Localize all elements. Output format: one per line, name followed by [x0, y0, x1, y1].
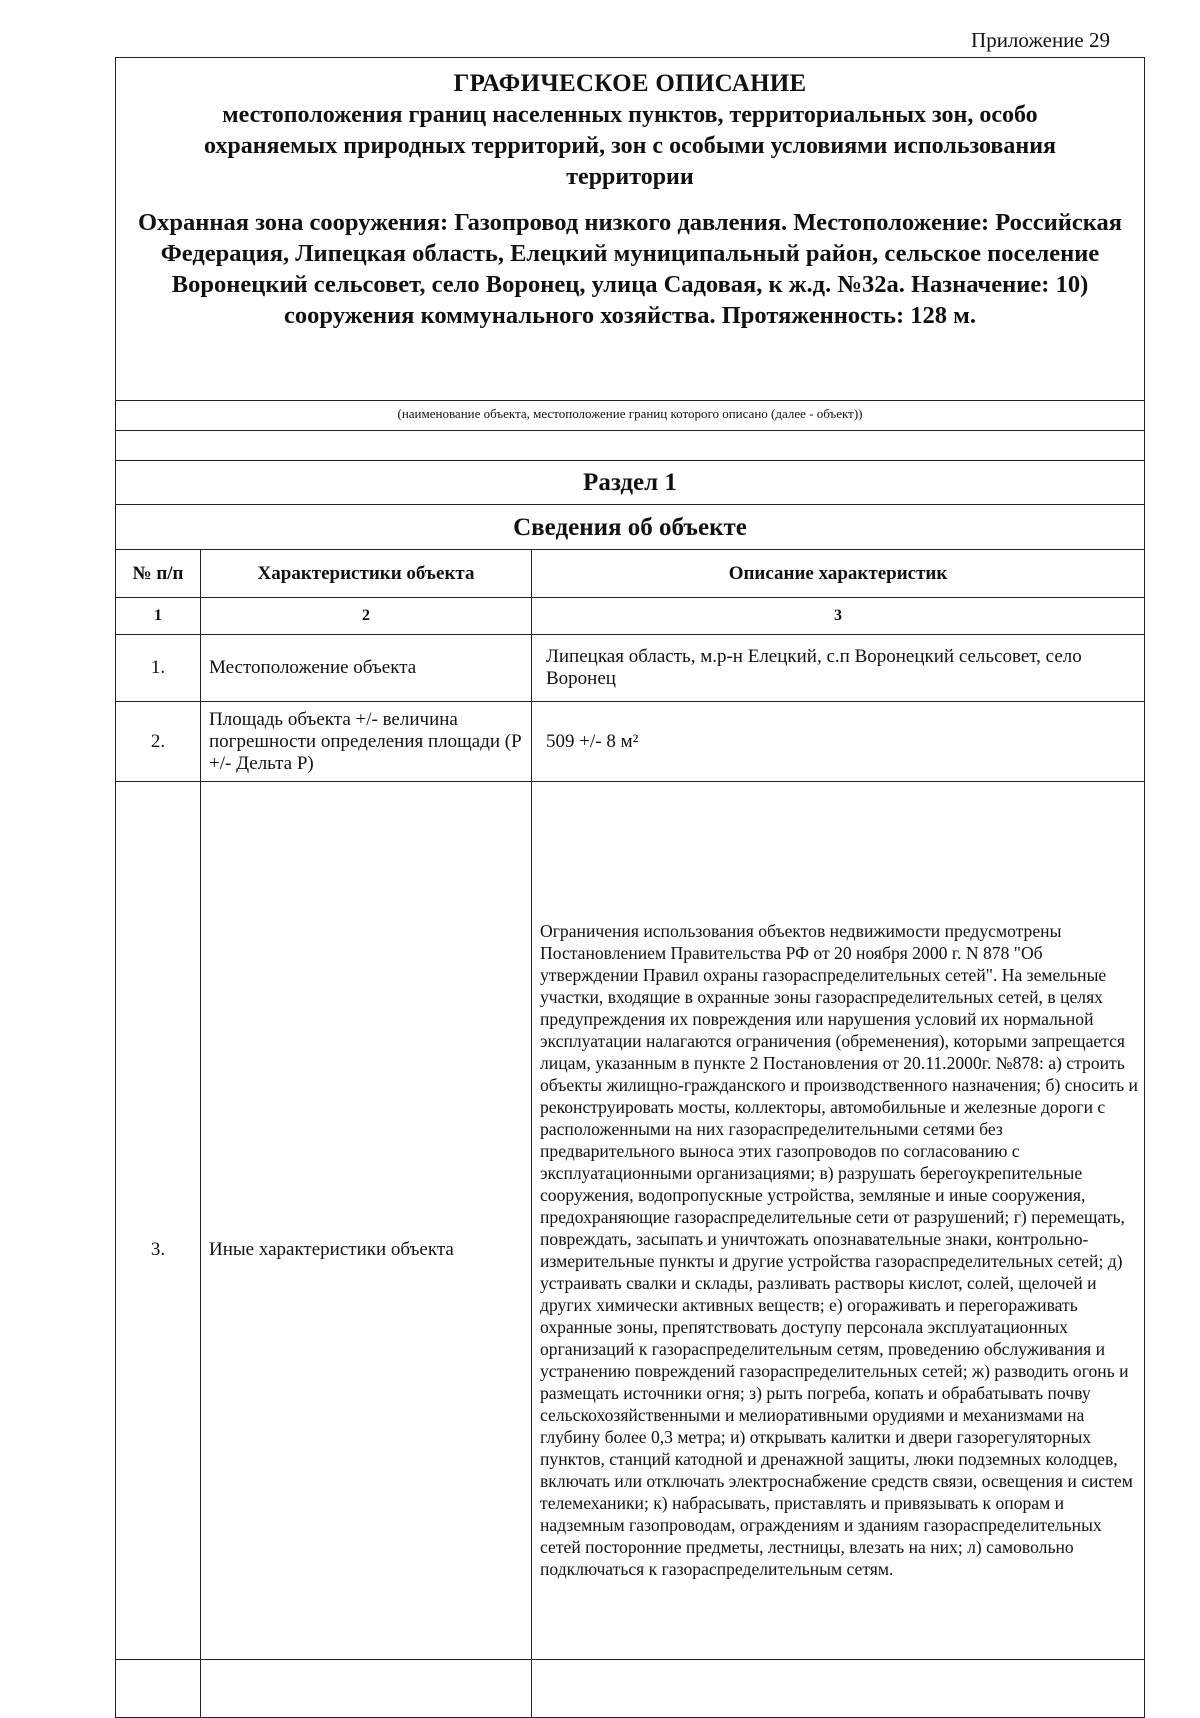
- characteristic-text: Площадь объекта +/- величина погрешности определения площади (Р +/- Дельта Р): [209, 708, 522, 774]
- object-name: Охранная зона сооружения: Газопровод низкого давления. Местоположение: Российская Федерация, Липецкая область, Елецкий муниципальный район, сельское поселение Воронецкий сельсовет, село Воронец, улица Садовая, к ж.д. №32а. Назначение: 10) сооружения коммунального хозяйства. Протяженность: 128 м.: [138, 209, 1122, 329]
- document-header: [116, 58, 1144, 400]
- column-number: 3: [532, 598, 1145, 635]
- object-info-table: [115, 549, 1145, 1718]
- row-description: [532, 635, 1145, 702]
- characteristic-text: Местоположение объекта: [209, 657, 417, 678]
- row-description: [532, 782, 1145, 1718]
- column-header-number: № п/п: [116, 550, 201, 598]
- characteristic-text: Иные характеристики объекта: [209, 1238, 454, 1260]
- row-description: [532, 702, 1145, 782]
- description-text: Липецкая область, м.р-н Елецкий, с.п Воронецкий сельсовет, село Воронец: [546, 646, 1082, 689]
- table-row: [116, 702, 1145, 782]
- section-title: Сведения об объекте: [116, 504, 1144, 549]
- table-row: [116, 782, 1145, 1718]
- section-label: Раздел 1: [116, 460, 1144, 504]
- document-subtitle: местоположения границ населенных пунктов, территориальных зон, особо охраняемых природных территорий, зон с особыми условиями использования территории: [203, 102, 1057, 190]
- description-text: Ограничения использования объектов недвижимости предусмотрены Постановлением Правительства РФ от 20 ноября 2000 г. N 878 "Об утверждении Правил охраны газораспределительных сетей". На земельные участки, входящие в охранные зоны газораспределительных сетей, в целях предупреждения их повреждения или нарушения условий их нормальной эксплуатации налагаются ограничения (обременения), которыми запрещается лицам, указанным в пункте 2 Постановления от 20.11.2000г. №878: а) строить объекты жилищно-гражданского и производственного назначения; б) сносить и реконструировать мосты, коллекторы, автомобильные и железные дороги с расположенными на них газораспределительными сетями без предварительного выноса этих газопроводов по согласованию с эксплуатационными организациями; в) разрушать берегоукрепительные сооружения, водопропускные устройства, земляные и иные сооружения, предохраняющие газораспределительные сети от разрушений; г) перемещать, повреждать, засыпать и уничтожать опознавательные знаки, контрольно-измерительные пункты и другие устройства газораспределительных сетей; д) устраивать свалки и склады, разливать растворы кислот, солей, щелочей и других химически активных веществ; е) огораживать и перегораживать охранные зоны, препятствовать доступу персонала эксплуатационных организаций к газораспределительным сетям, проведению обслуживания и устранению повреждений газораспределительных сетей; ж) разводить огонь и размещать источники огня; з) рыть погреба, копать и обрабатывать почву сельскохозяйственными и мелиоративными орудиями и механизмами на глубину более 0,3 метра; и) открывать калитки и двери газорегуляторных пунктов, станций катодной и дренажной защиты, люки подземных колодцев, включать или отключать электроснабжение средств связи, освещения и систем телемеханики; к) набрасывать, приставлять и привязывать к опорам и надземным газопроводам, ограждениям и зданиям газораспределительных сетей посторонние предметы, лестницы, влезать на них; л) самовольно подключаться к газораспределительным сетям.: [540, 920, 1138, 1579]
- row-characteristic: [201, 702, 532, 782]
- caption-bottom-rule: [116, 430, 1144, 431]
- column-header-characteristic: Характеристики объекта: [201, 550, 532, 598]
- document-title: ГРАФИЧЕСКОЕ ОПИСАНИЕ: [453, 70, 807, 97]
- column-header-description: Описание характеристик: [532, 550, 1145, 598]
- row-number: 2.: [116, 702, 201, 782]
- column-number: 2: [201, 598, 532, 635]
- row-number: 1.: [116, 635, 201, 702]
- description-text: 509 +/- 8 м²: [546, 730, 639, 752]
- column-number-row: [116, 598, 1145, 635]
- caption-top-rule: [116, 400, 1144, 401]
- column-number: 1: [116, 598, 201, 635]
- document-frame: [115, 57, 1145, 1660]
- table-row: [116, 635, 1145, 702]
- row-characteristic: [201, 635, 532, 702]
- row-number: 3.: [116, 782, 201, 1718]
- table-header-row: [116, 550, 1145, 598]
- object-caption: (наименование объекта, местоположение границ которого описано (далее - объект)): [397, 406, 863, 421]
- row-characteristic: [201, 782, 532, 1718]
- appendix-label: Приложение 29: [971, 28, 1110, 52]
